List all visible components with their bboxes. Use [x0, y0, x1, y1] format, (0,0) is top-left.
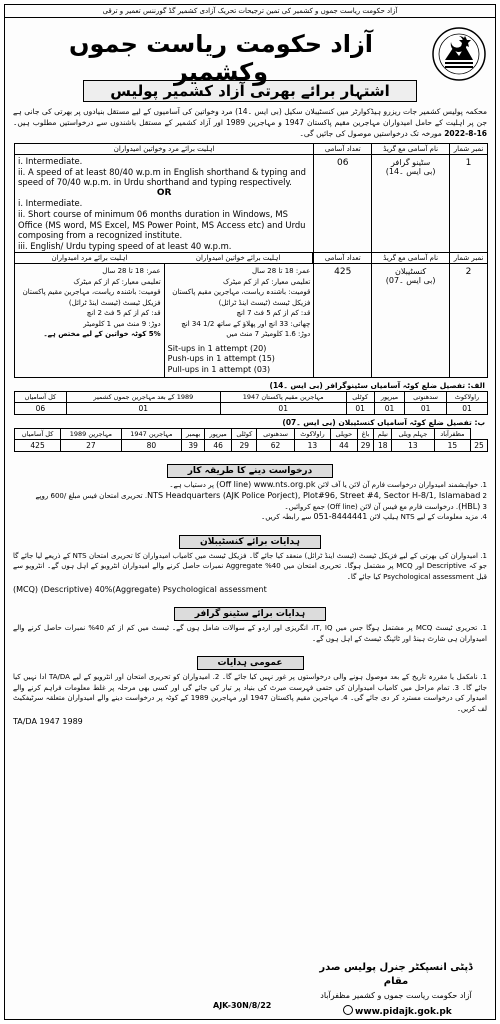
table-row [15, 155, 488, 253]
dist-value-cell: 01 [346, 403, 374, 415]
dist-value-cell: 06 [15, 403, 67, 415]
criteria-line: تعلیمی معیار: کم از کم میٹرک [73, 277, 161, 286]
physical-test-line: Pull-ups in 1 attempt (03) [167, 364, 271, 374]
intro-suffix: مورخہ تک درخواستیں موصول کی جائیں گی۔ [299, 129, 442, 138]
apply-url: (Off line) www.nts.org.pk [216, 480, 316, 490]
website-link[interactable] [343, 1005, 452, 1017]
post-name: کنسٹیبلان [394, 267, 427, 277]
dist-value-cell: 29 [357, 440, 374, 452]
dist-header-cell: میرپور [205, 429, 232, 440]
dist-header-cell: مہاجرین 1947 [121, 429, 182, 440]
dist-value-cell: 80 [121, 440, 182, 452]
elig-line: ii. A speed of at least 80/40 w.p.m in English shorthand & typing and speed of 70/40 w.p.m. in Urdu shorthand and typing respectively. [18, 166, 306, 188]
header-count-2: تعداد آسامی [314, 253, 372, 264]
col-male: اہلیت برائے مرد امیدواران [15, 253, 164, 263]
general-section-body: 1. نامکمل یا مقررہ تاریخ کے بعد موصول ہونے والی درخواستوں پر غور نہیں کیا جائے گا۔ 2. امیدواران کو تحریری امتحان اور انٹرویو کے لیے TA/DA ادا نہیں کیا جائے گا۔ 3. تمام مراحل میں کامیاب امیدواران کی حتمی فہرست میرٹ کی بنیاد پر تیار کی جائے گی اور کسی بھی مرحلہ پر غلط معلومات فراہم کرنے والے امیدوار کی درخواست مسترد کر دی جائے گی۔ 4. مہاجرین مقیم پاکستان 1947 اور مہاجرین 1989 کے کوٹہ پر درخواست دینے والے امیدواران متعلقہ سرٹیفکیٹ لف کریں۔ [13, 673, 487, 714]
post-name: سٹینو گرافر [390, 158, 431, 167]
general-section-tags [5, 715, 495, 728]
general-section-title: عمومی ہدایات [197, 656, 304, 670]
header-serial: نمبر شمار [450, 144, 488, 155]
tag: 1989 [62, 716, 83, 726]
apply-line: 2. تحریری امتحان فیس مبلغ /600 روپے [35, 491, 487, 500]
constable-section-title: ہدایات برائے کنسٹیبلان [179, 535, 321, 549]
elig-line: ii. Short course of minimum 06 months duration in Windows, MS Office (MS word, MS Excel, MS Power Point, MS Access etc) and Urdu composing from a recognized institute. [18, 208, 306, 241]
header-eligibility: اہلیت برائے مرد وخواتین امیدواران [15, 144, 314, 155]
top-strip: آزاد حکومت ریاست جموں و کشمیر کی تمین ترجیحات تحریک آزادی کشمیر گڈ گورننس تعمیر و ترقی [5, 5, 495, 18]
intro-date: 16-8-2022 [444, 129, 487, 138]
criteria-line: چھاتی: 33 انچ اور پھلاؤ کے ساتھ 1/2 34 انچ [181, 319, 311, 328]
dist-value-cell: 01 [66, 403, 220, 415]
apply-line: 4. مزید معلومات کے لیے NTS ہیلپ لائن [369, 513, 487, 522]
header-post: نام آسامی مع گریڈ [372, 144, 450, 155]
advertisement-page [4, 4, 496, 1020]
bank-name: (HBL) [458, 501, 481, 511]
apply-line: سے رابطہ کریں۔ [261, 513, 312, 522]
apply-section-body [5, 478, 495, 522]
dist-value-cell: 39 [182, 440, 205, 452]
tag: 40%(Aggregate) [94, 584, 161, 594]
dist-header-cell: کل آسامیاں [15, 429, 61, 440]
elig-line: i. Intermediate. [18, 198, 83, 209]
post2-eligibility [15, 264, 314, 378]
dist-header-cell: میرپور [374, 392, 404, 403]
criteria-line: قومیت: باشندہ ریاست، مہاجرین مقیم پاکستان [172, 288, 311, 297]
dist-header-cell: کوٹلی [232, 429, 257, 440]
header-count: تعداد آسامی [314, 144, 372, 155]
criteria-line: قد: کم از کم 5 فٹ 2 انچ [86, 309, 161, 318]
physical-tests [165, 342, 314, 378]
criteria-line: تعلیمی معیار: کم از کم میٹرک [223, 277, 311, 286]
intro-paragraph [5, 102, 495, 139]
dist-header-cell: مہاجرین 1989 [61, 429, 122, 440]
post2-name [372, 264, 450, 378]
dist-value-cell: 15 [434, 440, 470, 452]
dist-header-cell: راولاکوٹ [446, 392, 487, 403]
dist-header-cell: 1989 کے بعد مہاجرین جموں کشمیر [66, 392, 220, 403]
website-text: www.pidajk.gok.pk [355, 1007, 452, 1017]
dist-value-cell: 01 [405, 403, 447, 415]
nts-address: NTS Headquarters (AJK Police Porject), Plot#96, Street #4, Sector H-8/1, Islamabad [147, 490, 481, 500]
constable-dist-label: ب: تفصیل ضلع کوٹہ آسامیاں کنسٹیبلان (بی ایس ۔07) [282, 418, 485, 428]
post1-eligibility [15, 155, 314, 253]
apply-section-title: درخواست دینے کا طریقہ کار [167, 464, 333, 478]
government-title: آزاد حکومت ریاست جموں وکشمیر [69, 30, 373, 86]
criteria-line: قومیت: باشندہ ریاست، مہاجرین مقیم پاکستان [22, 288, 161, 297]
tag: Psychological assessment [162, 584, 267, 594]
female-criteria [15, 264, 164, 377]
dist-value-cell: 01 [220, 403, 346, 415]
reference-number: AJK-30N/8/22 [213, 1001, 272, 1010]
post1-count: 06 [314, 155, 372, 253]
post1-serial: 1 [450, 155, 488, 253]
steno-distribution-table [14, 391, 488, 415]
dist-header-cell: سدھنوتی [257, 429, 294, 440]
male-criteria [164, 264, 313, 377]
ad-title: اشتہار برائے بھرتی آزاد کشمیر پولیس [83, 80, 417, 102]
dist-value-cell: 44 [331, 440, 357, 452]
dist-header-cell: نیلم [374, 429, 392, 440]
globe-icon [343, 1005, 353, 1015]
tag: TA/DA [13, 716, 37, 726]
post-scale: (بی ایس ۔14) [385, 167, 436, 176]
intro-text: محکمہ پولیس کشمیر جات ریزرو ہیڈکوارٹر میں کنسٹیبلان سکیل (بی ایس ۔14) مرد وخواتین کی آسامیوں کے لیے مستقل بنیادوں پر بھرتی کی جانی ہے جن پر اہلیت کے حامل امیدواران مہاجرین مقیم پاکستان 1947 و مہاجرین 1989 اور آزاد کشمیر کے مستقل باشندوں سے درخواستیں مطلوب ہیں۔ [13, 107, 488, 127]
dist-header-cell: کوٹلی [346, 392, 374, 403]
criteria-line: عمر: 18 تا 28 سال [102, 267, 161, 276]
tag: 1947 [39, 716, 60, 726]
dist-header-cell: بھمبر [182, 429, 205, 440]
dist-value-cell: 425 [15, 440, 61, 452]
header [5, 18, 495, 86]
steno-dist-label: الف: تفصیل ضلع کوٹہ آسامیاں سٹینوگرافر (بی ایس ۔14) [269, 381, 485, 391]
criteria-line: فزیکل ٹیسٹ (ٹیسٹ اینڈ ٹرائل) [68, 298, 161, 307]
steno-section-body: 1. تحریری ٹیسٹ MCQ پر مشتمل ہوگا جس میں IT, IQ، انگریزی اور اردو کے سوالات شامل ہوں گے۔ ٹیسٹ میں کم از کم 40% نمبرات حاصل کرنے والے امیدواران ہی شارٹ ہینڈ اور ٹائپنگ ٹیسٹ کے اہل ہوں گے۔ [13, 624, 487, 643]
dist-header-cell: حویلی [331, 429, 357, 440]
post2-count: 425 [314, 264, 372, 378]
header-serial-2: نمبر شمار [450, 253, 488, 264]
apply-line: پر دستیاب ہے۔ [169, 481, 214, 490]
post2-subheader [15, 253, 314, 264]
dist-value-cell: 46 [205, 440, 232, 452]
dist-value-cell: 13 [294, 440, 331, 452]
dist-header-cell: باغ [357, 429, 374, 440]
or-label: OR [156, 187, 172, 198]
dist-header-cell: جہلم ویلی [392, 429, 435, 440]
constable-section-body: 1. امیدواران کی بھرتی کے لیے فزیکل ٹیسٹ (ٹیسٹ اینڈ ٹرائل) منعقد کیا جائے گا۔ فزیکل ٹیسٹ میں کامیاب امیدواران کا تحریری امتحان NTS کے ذریعے لیا جائے گا جو کہ Descriptive اور MCQ پر مشتمل ہوگا۔ تحریری امتحان میں 40% Aggregate نمبرات حاصل کرنے والے امیدواران انٹرویو کے اہل ہوں گے۔ انٹرویو سے قبل Psychological assessment کیا جائے گا۔ [13, 551, 488, 581]
constable-section-tags [5, 583, 495, 596]
ajk-emblem-icon [431, 26, 487, 82]
dist-header-cell: مہاجرین مقیم پاکستان 1947 [220, 392, 346, 403]
helpline-number: 051-8444441 [313, 512, 368, 522]
dist-value-cell: 18 [374, 440, 392, 452]
criteria-line: فزیکل ٹیسٹ (ٹیسٹ اینڈ ٹرائل) [218, 298, 311, 307]
apply-line: 1. خواہشمند امیدواران درخواست فارم آن لائن یا آف لائن [317, 481, 487, 490]
dist-header-cell: سدھنوتی [405, 392, 447, 403]
physical-test-line: Sit-ups in 1 attempt (20) [167, 343, 267, 353]
criteria-line: 5% کوٹہ خواتین کے لیے مختص ہے۔ [43, 330, 161, 339]
col-female: اہلیت برائے خواتین امیدواران [164, 253, 313, 263]
elig-line: i. Intermediate. [18, 156, 83, 166]
signatory-sub: آزاد حکومت ریاست جموں و کشمیر مظفرآباد [320, 991, 472, 1000]
apply-line: 3. درخواست فارم مع فیس آن لائن (Off line) جمع کروائیں۔ [284, 502, 487, 511]
post-scale: (بی ایس ۔07) [385, 276, 436, 286]
post2-serial: 2 [450, 264, 488, 378]
dist-value-cell: 01 [446, 403, 487, 415]
constable-distribution-table [14, 428, 488, 452]
criteria-line: عمر: 18 تا 28 سال [251, 267, 311, 276]
elig-line: iii. English/ Urdu typing speed of at least 40 w.p.m. [18, 240, 232, 251]
signatory-block [311, 961, 481, 1003]
dist-value-cell: 62 [257, 440, 294, 452]
dist-header-cell: مظفرآباد [434, 429, 470, 440]
physical-test-line: Push-ups in 1 attempt (15) [167, 354, 275, 364]
table-row [15, 264, 488, 378]
dist-value-cell: 25 [471, 440, 488, 452]
dist-value-cell: 13 [392, 440, 435, 452]
steno-section-title: ہدایات برائے سٹینو گرافر [174, 607, 326, 621]
criteria-line: قد: کم از کم 5 فٹ 7 انچ [236, 309, 311, 318]
post1-name [372, 155, 450, 253]
dist-header-cell: راولاکوٹ [294, 429, 331, 440]
tag: (MCQ) [13, 584, 39, 594]
tag: (Descriptive) [40, 584, 93, 594]
dist-value-cell: 01 [374, 403, 404, 415]
posts-table [14, 143, 488, 378]
footer [5, 959, 495, 1019]
header-post-2: نام آسامی مع گریڈ [372, 253, 450, 264]
dist-header-cell: کل آسامیاں [15, 392, 67, 403]
criteria-line: دوڑ: 9 منٹ میں 1 کلومیٹر [83, 319, 161, 328]
dist-value-cell: 29 [232, 440, 257, 452]
dist-value-cell: 27 [61, 440, 122, 452]
signatory: ڈپٹی انسپکٹر جنرل پولیس صدر مقام [319, 962, 473, 987]
criteria-line: دوڑ: 1.6 کلومیٹر 7 منٹ میں [226, 330, 311, 339]
